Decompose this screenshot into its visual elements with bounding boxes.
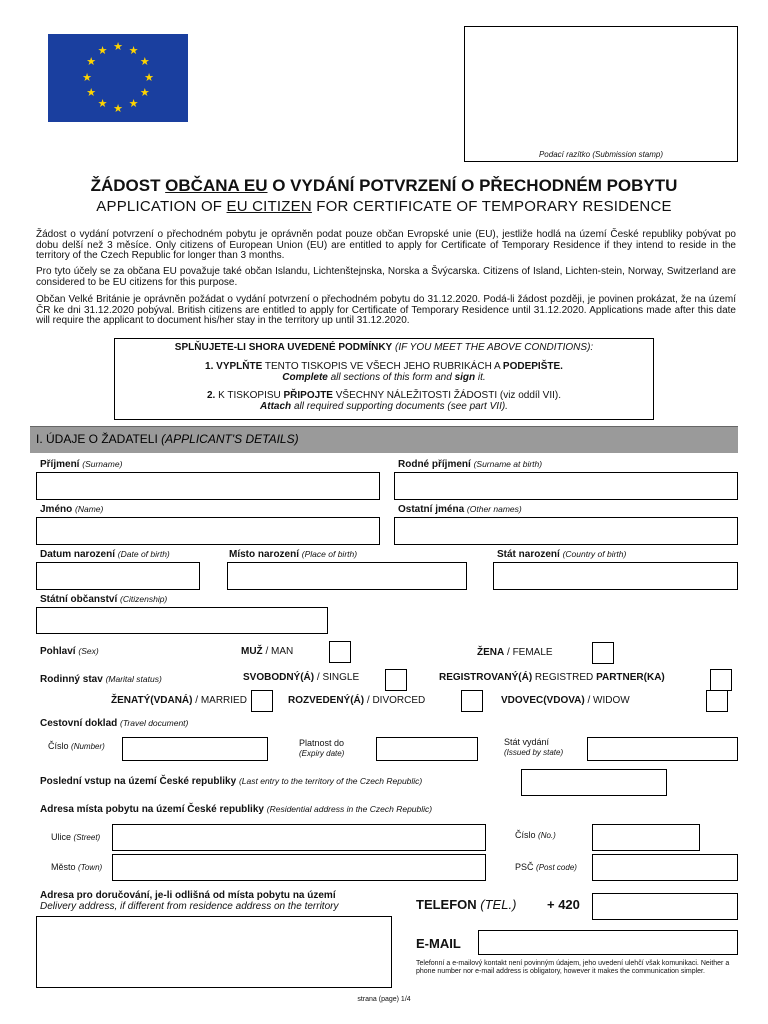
marital-partner-checkbox[interactable] [710, 669, 732, 691]
condition-2-num: 2. [207, 390, 216, 401]
marital-married-checkbox[interactable] [251, 690, 273, 712]
sex-female-label [477, 647, 553, 658]
travel-doc-label-en: (Travel document) [120, 718, 189, 728]
cob-label-cz: Stát narození [497, 549, 560, 560]
star-icon: ★ [97, 44, 108, 57]
zip-cz: PSČ [515, 862, 534, 872]
sex-male-cz: MUŽ [241, 646, 263, 657]
condition-1-num: 1. VYPLŇTE [205, 361, 263, 372]
zip-label [515, 862, 577, 872]
address-label [40, 804, 432, 815]
title-english [0, 198, 768, 215]
zip-en: (Post code) [536, 863, 577, 872]
marital-widow-en: / WIDOW [584, 695, 630, 706]
phone-email-note: Telefonní a e-mailový kontakt není povinným údajem, jeho uvedení ulehčí však komunikaci. Neither a phone number nor e-mail address is obligatory, however it makes the communication simpler. [416, 960, 730, 975]
sex-label-en: (Sex) [78, 646, 99, 656]
name-label-cz: Jméno [40, 504, 73, 515]
marital-single-label [243, 672, 359, 683]
marital-single-cz: SVOBODNÝ(Á) [243, 672, 315, 683]
cob-label [497, 549, 626, 560]
town-field[interactable] [112, 854, 486, 881]
marital-widow-checkbox[interactable] [706, 690, 728, 712]
title-en-underlined: EU CITIZEN [226, 198, 312, 215]
marital-partner-label [439, 672, 665, 683]
star-icon: ★ [86, 56, 97, 68]
star-icon: ★ [113, 40, 123, 53]
surname-field[interactable] [36, 472, 380, 500]
sex-female-en: / FEMALE [504, 647, 553, 658]
zip-field[interactable] [592, 854, 738, 881]
marital-divorced-checkbox[interactable] [461, 690, 483, 712]
doc-expiry-label [299, 738, 344, 759]
doc-expiry-en: (Expiry date) [299, 749, 345, 758]
phone-label [416, 897, 516, 912]
dob-label-en: (Date of birth) [117, 549, 170, 559]
star-icon: ★ [139, 56, 150, 68]
title-czech [0, 176, 768, 196]
other-names-label-cz: Ostatní jména [398, 504, 465, 515]
star-icon: ★ [144, 71, 154, 84]
house-no-field[interactable] [592, 824, 700, 851]
phone-prefix: + 420 [547, 897, 580, 912]
doc-expiry-cz: Platnost do [299, 738, 345, 748]
street-label [51, 832, 100, 842]
conditions-heading: SPLŇUJETE-LI SHORA UVEDENÉ PODMÍNKY [174, 342, 393, 353]
marital-divorced-en: / DIVORCED [364, 695, 426, 706]
intro-paragraph-2: Pro tyto účely se za občana EU považuje také občan Islandu, Lichtenštejnska, Norska a Švýcarska. Citizens of Island, Lichten-stein, Norway, Switzerland are considered to be EU citizens for this purpose. [36, 266, 736, 288]
marital-label-en: (Marital status) [105, 674, 162, 684]
submission-stamp-box [464, 26, 738, 162]
star-icon: ★ [128, 44, 139, 57]
citizenship-label-en: (Citizenship) [120, 594, 168, 604]
marital-label [40, 674, 162, 685]
title-cz-part: O VYDÁNÍ POTVRZENÍ O PŘECHODNÉM POBYTU [267, 176, 678, 195]
sex-male-checkbox[interactable] [329, 641, 351, 663]
phone-field[interactable] [592, 893, 738, 920]
last-entry-label [40, 776, 422, 787]
address-label-cz: Adresa místa pobytu na území České republiky [40, 804, 264, 815]
intro-paragraph-3: Občan Velké Británie je oprávněn požádat o vydání potvrzení o přechodném pobytu do 31.12.2020. Podá-li žádost později, je povinen prokázat, že na území ČR ke dni 31.12.2020 pobýval. British citizens are entitled to apply for Certificate of Temporary Residence until 31.12.2020. Applications made after this date will require the applicant to document his/her stay in the territory up until 31.12.2020. [36, 294, 736, 326]
conditions-box [114, 338, 654, 420]
birth-surname-label [398, 459, 542, 470]
town-cz: Město [51, 862, 76, 872]
street-en: (Street) [73, 833, 101, 842]
marital-married-label [111, 695, 247, 706]
name-label [40, 504, 103, 515]
doc-number-en: (Number) [71, 742, 105, 751]
marital-divorced-label [288, 695, 425, 706]
address-label-en: (Residential address in the Czech Republic) [266, 804, 433, 814]
title-en-part: APPLICATION OF [96, 198, 227, 215]
condition-1-text: TENTO TISKOPIS VE VŠECH JEHO RUBRIKÁCH A [262, 361, 503, 372]
title-cz-part: ŽÁDOST [90, 176, 166, 195]
page-number: strana (page) 1/4 [357, 996, 411, 1003]
travel-doc-label [40, 718, 188, 729]
condition-1-en-text: all sections of this form and [327, 372, 455, 383]
street-cz: Ulice [51, 832, 72, 842]
marital-divorced-cz: ROZVEDENÝ(Á) [288, 695, 365, 706]
citizenship-label-cz: Státní občanství [40, 594, 118, 605]
doc-number-field[interactable] [122, 737, 268, 761]
conditions-heading-en: (IF YOU MEET THE ABOVE CONDITIONS): [395, 342, 594, 353]
phone-label-en: (TEL.) [476, 897, 517, 912]
town-en: (Town) [78, 863, 103, 872]
house-no-cz: Číslo [515, 830, 536, 840]
condition-1-en-end: it. [475, 372, 486, 383]
marital-partner-en: REGISTRED [532, 672, 597, 683]
street-field[interactable] [112, 824, 486, 851]
stamp-label: Podací razítko (Submission stamp) [538, 150, 664, 159]
citizenship-field[interactable] [36, 607, 328, 634]
delivery-address-field[interactable] [36, 916, 392, 988]
condition-1-en: Complete [282, 372, 328, 383]
doc-issued-label [504, 737, 563, 758]
doc-expiry-field[interactable] [376, 737, 478, 761]
condition-2-rest: VŠECHNY NÁLEŽITOSTI ŽÁDOSTI (viz oddíl VII). [332, 390, 561, 401]
delivery-label-en: Delivery address, if different from residence address on the territory [40, 901, 339, 912]
marital-married-cz: ŽENATÝ(VDANÁ) [111, 695, 193, 706]
email-label: E-MAIL [416, 936, 461, 951]
doc-number-label [48, 741, 105, 751]
doc-number-cz: Číslo [48, 741, 69, 751]
condition-1-en-sign: sign [454, 372, 476, 383]
dob-label [40, 549, 170, 560]
birth-surname-label-en: (Surname at birth) [473, 459, 543, 469]
star-icon: ★ [139, 87, 150, 99]
title-en-part: FOR CERTIFICATE OF TEMPORARY RESIDENCE [311, 198, 672, 215]
star-icon: ★ [113, 102, 123, 115]
marital-widow-cz: VDOVEC(VDOVA) [501, 695, 585, 706]
doc-issued-cz: Stát vydání [504, 737, 550, 747]
sex-male-label [241, 646, 293, 657]
marital-partner-cz2: PARTNER(KA) [596, 672, 665, 683]
pob-label-cz: Místo narození [229, 549, 300, 560]
surname-label-en: (Surname) [82, 459, 123, 469]
last-entry-cz: Poslední vstup na území České republiky [40, 776, 237, 787]
name-field[interactable] [36, 517, 380, 545]
other-names-field[interactable] [394, 517, 738, 545]
pob-label-en: (Place of birth) [301, 549, 358, 559]
cob-label-en: (Country of birth) [562, 549, 627, 559]
doc-issued-field[interactable] [587, 737, 738, 761]
star-icon: ★ [97, 98, 108, 111]
title-cz-underlined: OBČANA EU [165, 176, 268, 195]
dob-field[interactable] [36, 562, 200, 590]
last-entry-en: (Last entry to the territory of the Czech Republic) [238, 776, 423, 786]
star-icon: ★ [82, 71, 92, 84]
condition-2-attach: PŘIPOJTE [283, 390, 333, 401]
sex-male-en: / MAN [262, 646, 294, 657]
section-title-cz: I. ÚDAJE O ŽADATELI [36, 432, 158, 446]
condition-2-en: Attach [260, 401, 292, 412]
other-names-label [398, 504, 522, 515]
name-label-en: (Name) [75, 504, 104, 514]
intro-paragraph-1: Žádost o vydání potvrzení o přechodném pobytu je oprávněn podat pouze občan Evropské unie (EU), jestliže hodlá na území České republiky pobývat po dobu delší než 3 měsíce. Only citizens of European Union (EU) are entitled to apply for Certificate of Temporary Residence if they intend to reside in the territory of the Czech Republic for longer than 3 months. [36, 229, 736, 261]
marital-partner-cz: REGISTROVANÝ(Á) [439, 672, 533, 683]
marital-label-cz: Rodinný stav [40, 674, 103, 685]
condition-1-sign: PODEPIŠTE. [502, 361, 563, 372]
star-icon: ★ [128, 98, 139, 111]
pob-field[interactable] [227, 562, 467, 590]
delivery-label-cz: Adresa pro doručování, je-li odlišná od místa pobytu na území [40, 890, 336, 901]
delivery-label [40, 890, 338, 912]
birth-surname-label-cz: Rodné příjmení [398, 459, 471, 470]
sex-female-cz: ŽENA [477, 647, 505, 658]
last-entry-field[interactable] [521, 769, 667, 796]
marital-single-en: / SINGLE [314, 672, 360, 683]
marital-married-en: / MARRIED [192, 695, 247, 706]
birth-surname-field[interactable] [394, 472, 738, 500]
sex-female-checkbox[interactable] [592, 642, 614, 664]
star-icon: ★ [86, 87, 97, 99]
pob-label [229, 549, 357, 560]
doc-issued-en: (Issued by state) [504, 748, 564, 757]
sex-label-cz: Pohlaví [40, 646, 76, 657]
marital-single-checkbox[interactable] [385, 669, 407, 691]
travel-doc-label-cz: Cestovní doklad [40, 718, 118, 729]
marital-widow-label [501, 695, 630, 706]
condition-2-en-text: all required supporting documents (see part VII). [291, 401, 508, 412]
dob-label-cz: Datum narození [40, 549, 116, 560]
phone-label-cz: TELEFON [416, 897, 477, 912]
condition-2-text: K TISKOPISU [215, 390, 284, 401]
surname-label-cz: Příjmení [40, 459, 80, 470]
house-no-label [515, 830, 556, 840]
section-title [36, 432, 299, 446]
eu-flag-icon [48, 34, 188, 122]
house-no-en: (No.) [538, 831, 556, 840]
sex-label [40, 646, 99, 657]
other-names-label-en: (Other names) [466, 504, 522, 514]
section-title-en: (APPLICANT'S DETAILS) [157, 432, 299, 446]
cob-field[interactable] [493, 562, 738, 590]
surname-label [40, 459, 122, 470]
town-label [51, 862, 102, 872]
citizenship-label [40, 594, 167, 605]
email-field[interactable] [478, 930, 738, 955]
